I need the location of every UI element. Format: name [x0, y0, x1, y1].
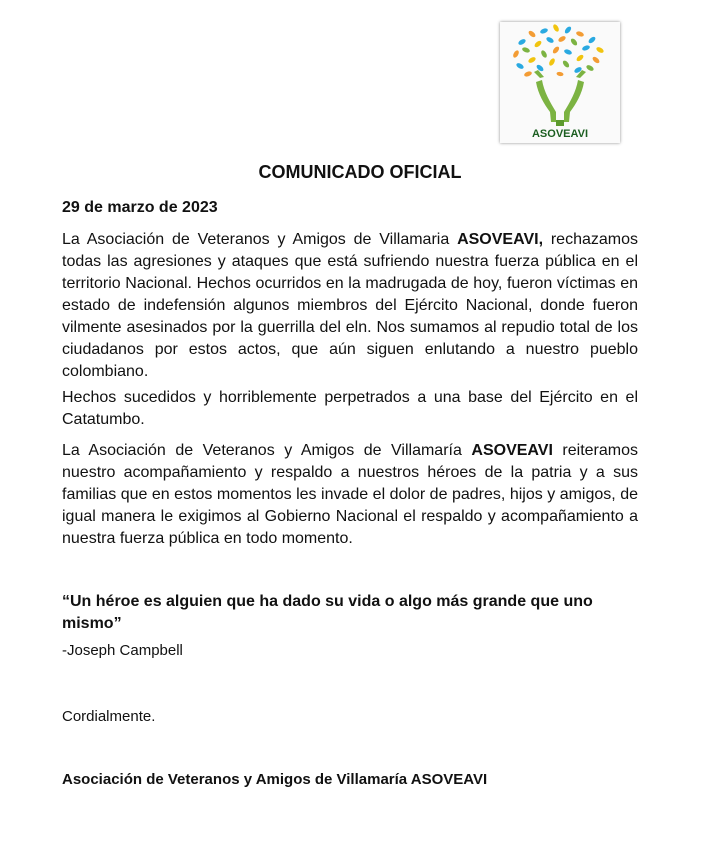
document-date: 29 de marzo de 2023 [62, 199, 218, 216]
leaves [512, 23, 605, 77]
tree-hands-logo-icon [500, 22, 620, 143]
paragraph-3-intro: La Asociación de Veteranos y Amigos de Villamaría [62, 442, 472, 459]
page-title: COMUNICADO OFICIAL [258, 162, 462, 182]
signature: Asociación de Veteranos y Amigos de Villamaría ASOVEAVI [62, 771, 488, 788]
closing: Cordialmente. [62, 708, 156, 725]
paragraph-3 [62, 440, 638, 550]
paragraph-3-rest: reiteramos nuestro acompañamiento y respaldo a nuestros héroes de la patria y a sus familias que en estos momentos les invade el dolor de padres, hijos y amigos, de igual manera le exigimos al Gobierno Nacional el respaldo y acompañamiento a nuestra fuerza pública en todo momento. [62, 442, 639, 547]
paragraph-2: Hechos sucedidos y horriblemente perpetrados a una base del Ejército en el Catatumbo. [62, 389, 638, 428]
paragraph-1-intro: La Asociación de Veteranos y Amigos de Villamaria [62, 231, 458, 248]
paragraph-3-org: ASOVEAVI [471, 442, 553, 459]
paragraph-1-rest: rechazamos todas las agresiones y ataques que está sufriendo nuestra fuerza pública en el territorio Nacional. Hechos ocurridos en la madrugada de hoy, fueron víctimas en estado de indefensión algunos miembros del Ejército Nacional, donde fueron vilmente asesinados por la guerrilla del eln. Nos sumamos al repudio total de los ciudadanos por estos actos, que aún siguen enlutando a nuestro pueblo colombiano. [62, 231, 639, 380]
paragraph-1-org: ASOVEAVI, [457, 231, 544, 248]
quote: “Un héroe es alguien que ha dado su vida o algo más grande que uno mismo” [62, 593, 593, 632]
quote-author: -Joseph Campbell [62, 642, 183, 659]
logo-text: ASOVEAVI [531, 128, 589, 140]
organization-logo [500, 22, 620, 143]
paragraph-1 [62, 229, 638, 383]
hands [534, 70, 586, 126]
